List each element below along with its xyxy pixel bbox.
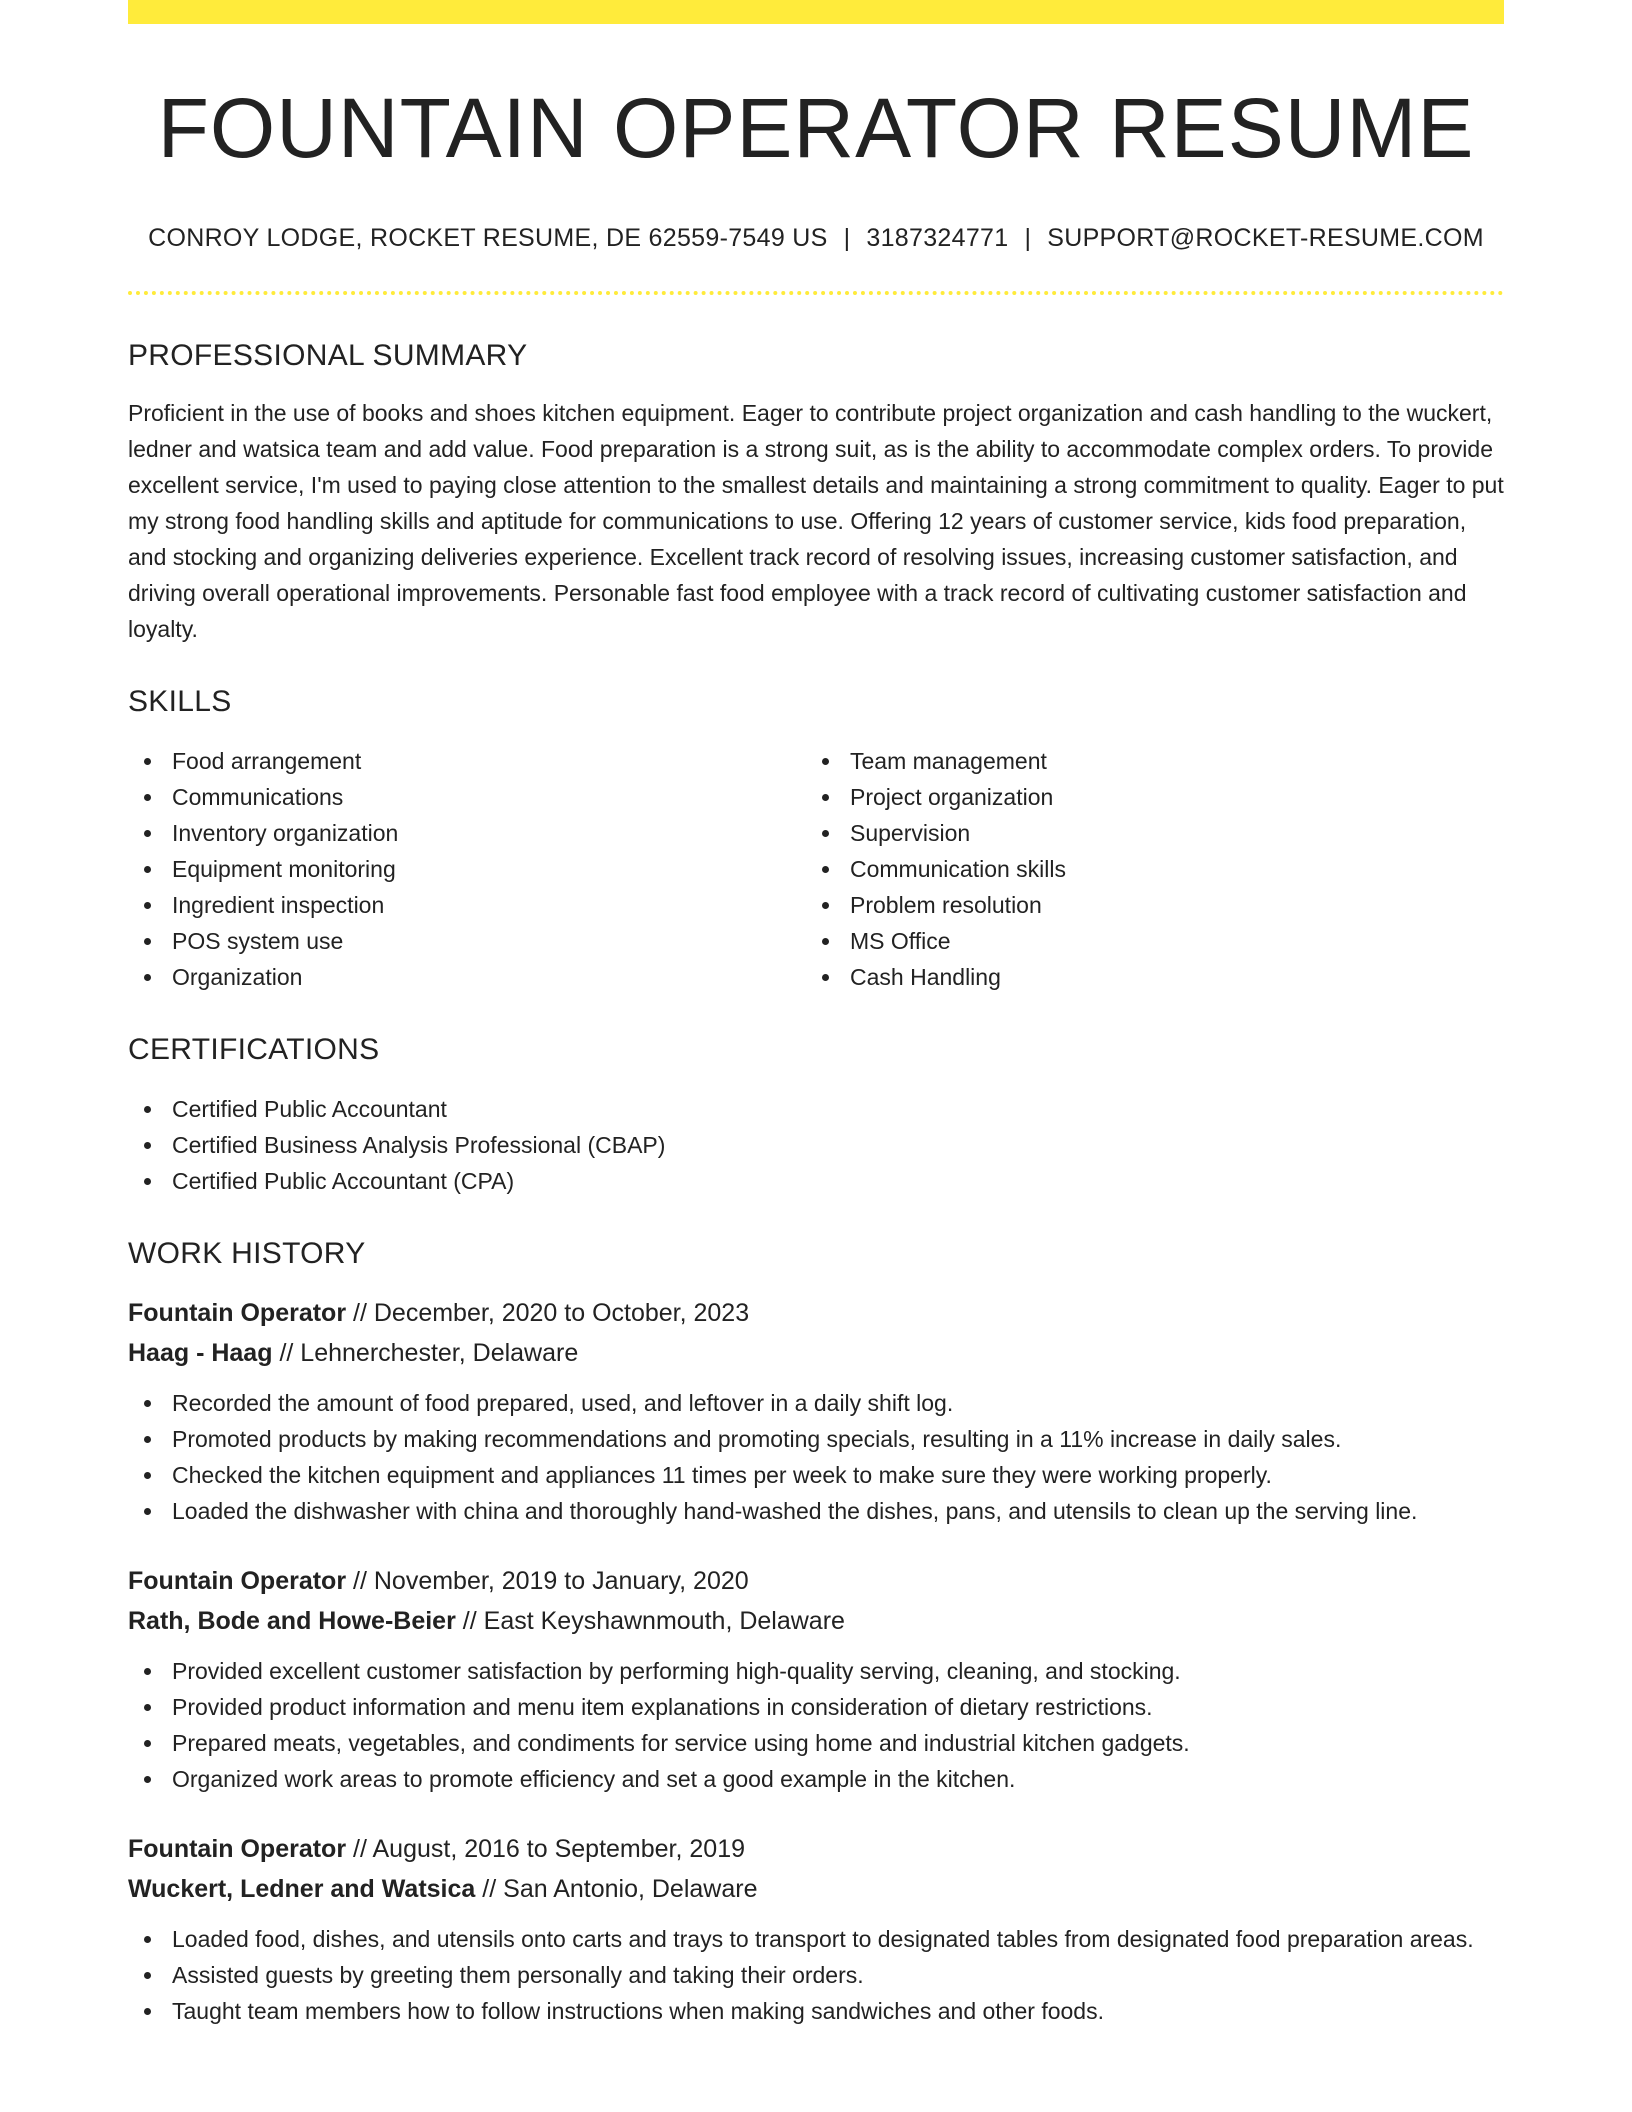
skill-item: Organization <box>128 959 806 995</box>
skill-item: Communications <box>128 779 806 815</box>
job-entry <box>128 1561 1504 1797</box>
contact-line <box>128 224 1504 253</box>
skills-right-column <box>806 743 1484 995</box>
certifications-list <box>128 1091 1504 1199</box>
job-title-line <box>128 1293 1504 1333</box>
skill-item: Team management <box>806 743 1484 779</box>
job-bullet: Checked the kitchen equipment and appliances 11 times per week to make sure they were working properly. <box>128 1457 1504 1493</box>
job-entry <box>128 1829 1504 2029</box>
skills-left-column <box>128 743 806 995</box>
job-title-line <box>128 1561 1504 1601</box>
skill-item: MS Office <box>806 923 1484 959</box>
skill-item: POS system use <box>128 923 806 959</box>
job-separator: // <box>353 1567 367 1596</box>
skill-item: Equipment monitoring <box>128 851 806 887</box>
job-entry <box>128 1293 1504 1529</box>
certification-item: Certified Public Accountant (CPA) <box>128 1163 1504 1199</box>
job-location: Lehnerchester, Delaware <box>300 1339 579 1368</box>
job-bullet: Assisted guests by greeting them personally and taking their orders. <box>128 1957 1504 1993</box>
job-separator: // <box>462 1607 477 1636</box>
work-history-heading: WORK HISTORY <box>128 1237 366 1271</box>
job-location: San Antonio, Delaware <box>503 1875 758 1904</box>
job-company: Rath, Bode and Howe-Beier <box>128 1607 456 1636</box>
contact-email: SUPPORT@ROCKET-RESUME.COM <box>1047 224 1484 253</box>
job-company-line <box>128 1869 1504 1909</box>
job-separator: // <box>353 1299 367 1328</box>
skill-item: Project organization <box>806 779 1484 815</box>
job-bullets <box>128 1921 1504 2029</box>
job-bullet: Promoted products by making recommendations and promoting specials, resulting in a 11% increase in daily sales. <box>128 1421 1504 1457</box>
skill-item: Supervision <box>806 815 1484 851</box>
summary-text: Proficient in the use of books and shoes kitchen equipment. Eager to contribute project organization and cash handling to the wuckert, ledner and watsica team and add value. Food preparation is a strong suit, as is the ability to accommodate complex orders. To provide excellent service, I'm used to paying close attention to the smallest details and maintaining a strong commitment to quality. Eager to put my strong food handling skills and aptitude for communications to use. Offering 12 years of customer service, kids food preparation, and stocking and organizing deliveries experience. Excellent track record of resolving issues, increasing customer satisfaction, and driving overall operational improvements. Personable fast food employee with a track record of cultivating customer satisfaction and loyalty. <box>128 400 1504 643</box>
job-title: Fountain Operator <box>128 1567 347 1596</box>
resume-title: FOUNTAIN OPERATOR RESUME <box>157 81 1475 175</box>
contact-address: CONROY LODGE, ROCKET RESUME, DE 62559-7549 US <box>148 224 828 253</box>
header-divider <box>128 291 1504 295</box>
job-dates: December, 2020 to October, 2023 <box>373 1299 750 1328</box>
job-title: Fountain Operator <box>128 1299 347 1328</box>
skill-item: Food arrangement <box>128 743 806 779</box>
skill-item: Ingredient inspection <box>128 887 806 923</box>
job-dates: November, 2019 to January, 2020 <box>373 1567 749 1596</box>
skill-item: Cash Handling <box>806 959 1484 995</box>
job-bullet: Provided excellent customer satisfaction by performing high-quality serving, cleaning, and stocking. <box>128 1653 1504 1689</box>
job-separator: // <box>279 1339 294 1368</box>
job-company-line <box>128 1333 1504 1373</box>
contact-separator: | <box>1024 224 1032 253</box>
resume-page <box>128 0 1504 2029</box>
job-bullets <box>128 1653 1504 1797</box>
job-bullet: Prepared meats, vegetables, and condiments for service using home and industrial kitchen gadgets. <box>128 1725 1504 1761</box>
certification-item: Certified Public Accountant <box>128 1091 1504 1127</box>
skill-item: Inventory organization <box>128 815 806 851</box>
job-dates: August, 2016 to September, 2019 <box>372 1835 745 1864</box>
job-bullet: Recorded the amount of food prepared, used, and leftover in a daily shift log. <box>128 1385 1504 1421</box>
job-bullet: Loaded food, dishes, and utensils onto carts and trays to transport to designated tables from designated food preparation areas. <box>128 1921 1504 1957</box>
job-company-line <box>128 1601 1504 1641</box>
skill-item: Communication skills <box>806 851 1484 887</box>
top-accent-bar <box>128 0 1504 24</box>
job-bullet: Provided product information and menu item explanations in consideration of dietary restrictions. <box>128 1689 1504 1725</box>
job-bullet: Loaded the dishwasher with china and thoroughly hand-washed the dishes, pans, and utensils to clean up the serving line. <box>128 1493 1504 1529</box>
contact-phone: 3187324771 <box>866 224 1009 253</box>
skill-item: Problem resolution <box>806 887 1484 923</box>
certification-item: Certified Business Analysis Professional (CBAP) <box>128 1127 1504 1163</box>
job-title: Fountain Operator <box>128 1835 347 1864</box>
job-bullet: Organized work areas to promote efficiency and set a good example in the kitchen. <box>128 1761 1504 1797</box>
job-bullets <box>128 1385 1504 1529</box>
job-title-line <box>128 1829 1504 1869</box>
summary-heading: PROFESSIONAL SUMMARY <box>128 339 528 373</box>
skills-heading: SKILLS <box>128 685 232 719</box>
skills-grid <box>128 743 1504 995</box>
certifications-heading: CERTIFICATIONS <box>128 1033 380 1067</box>
job-company: Wuckert, Ledner and Watsica <box>128 1875 476 1904</box>
job-location: East Keyshawnmouth, Delaware <box>483 1607 845 1636</box>
job-separator: // <box>353 1835 367 1864</box>
contact-separator: | <box>843 224 851 253</box>
job-separator: // <box>482 1875 497 1904</box>
job-company: Haag - Haag <box>128 1339 273 1368</box>
job-bullet: Taught team members how to follow instructions when making sandwiches and other foods. <box>128 1993 1504 2029</box>
